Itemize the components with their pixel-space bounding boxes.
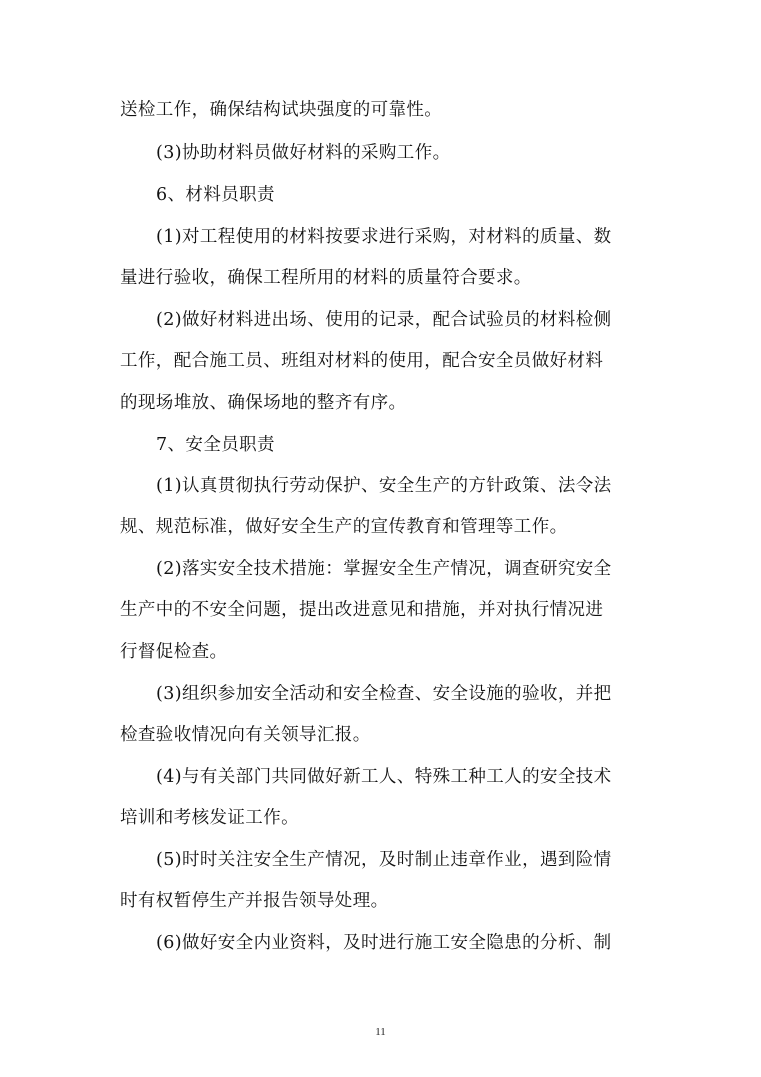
text-line: 生产中的不安全问题，提出改进意见和措施，并对执行情况进 [120,600,604,620]
text-line: 送检工作，确保结构试块强度的可靠性。 [120,100,443,120]
text-line: 的现场堆放、确保场地的整齐有序。 [120,393,407,413]
text-line: 培训和考核发证工作。 [120,808,299,828]
text-line: (6)做好安全内业资料，及时进行施工安全隐患的分析、制 [156,933,612,953]
section-heading: 7、安全员职责 [156,435,275,455]
text-line: 时有权暂停生产并报告领导处理。 [120,891,389,911]
text-line: 规、规范标准，做好安全生产的宣传教育和管理等工作。 [120,517,568,537]
page-number: 11 [375,1026,386,1038]
text-line: (2)落实安全技术措施：掌握安全生产情况，调查研究安全 [156,559,612,579]
text-line: (2)做好材料进出场、使用的记录，配合试验员的材料检侧 [156,310,612,330]
text-line: (3)协助材料员做好材料的采购工作。 [156,143,451,163]
text-line: 量进行验收，确保工程所用的材料的质量符合要求。 [120,268,532,288]
text-line: (4)与有关部门共同做好新工人、特殊工种工人的安全技术 [156,767,612,787]
text-line: (1)认真贯彻执行劳动保护、安全生产的方针政策、法令法 [156,476,612,496]
text-line: (3)组织参加安全活动和安全检查、安全设施的验收，并把 [156,684,612,704]
text-line: 工作，配合施工员、班组对材料的使用，配合安全员做好材料 [120,351,604,371]
section-heading: 6、材料员职责 [156,185,275,205]
text-line: 行督促检查。 [120,642,228,662]
text-line: 检查验收情况向有关领导汇报。 [120,725,371,745]
text-line: (5)时时关注安全生产情况，及时制止违章作业，遇到险情 [156,850,612,870]
text-line: (1)对工程使用的材料按要求进行采购，对材料的质量、数 [156,227,612,247]
